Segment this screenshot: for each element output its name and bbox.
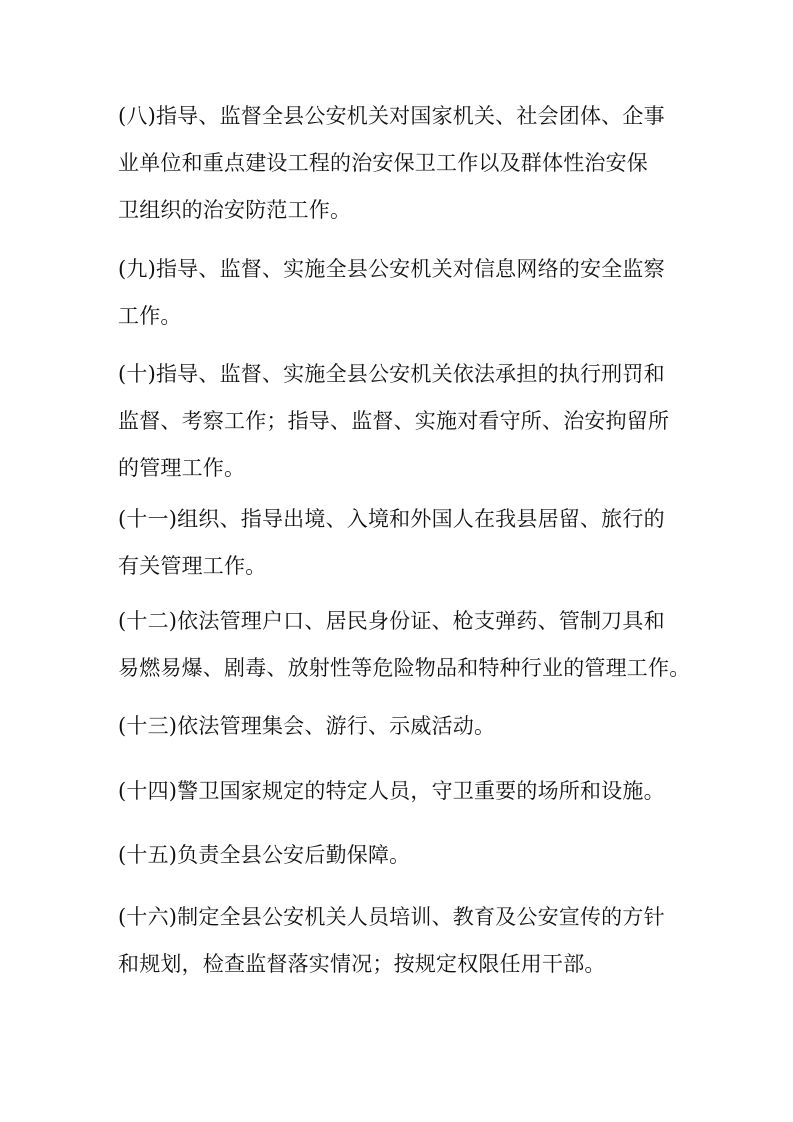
- paragraph-line: (八)指导、监督全县公安机关对国家机关、社会团体、企事: [118, 104, 665, 128]
- paragraph-15: [118, 832, 688, 879]
- paragraph-line: (十五)负责全县公安后勤保障。: [118, 843, 411, 867]
- paragraph-10: [118, 351, 688, 492]
- paragraph-line: (十四)警卫国家规定的特定人员，守卫重要的场所和设施。: [118, 779, 665, 803]
- paragraph-line: (十)指导、监督、实施全县公安机关依法承担的执行刑罚和: [118, 362, 665, 386]
- paragraph-line: (十三)依法管理集会、游行、示威活动。: [118, 714, 496, 738]
- paragraph-line: 有关管理工作。: [118, 554, 267, 578]
- paragraph-line: 工作。: [118, 304, 182, 328]
- paragraph-16: [118, 894, 688, 988]
- paragraph-line: 卫组织的治安防范工作。: [118, 198, 352, 222]
- paragraph-line: 的管理工作。: [118, 456, 246, 480]
- paragraph-14: [118, 768, 688, 815]
- paragraph-11: [118, 496, 688, 590]
- paragraph-8: [118, 93, 688, 234]
- paragraph-13: [118, 703, 688, 750]
- paragraph-line: (十二)依法管理户口、居民身份证、枪支弹药、管制刀具和: [118, 609, 665, 633]
- paragraph-12: [118, 598, 691, 692]
- paragraph-line: 和规划，检查监督落实情况；按规定权限任用干部。: [118, 952, 606, 976]
- paragraph-line: 易燃易爆、剧毒、放射性等危险物品和特种行业的管理工作。: [118, 656, 691, 680]
- paragraph-line: (十六)制定全县公安机关人员培训、教育及公安宣传的方针: [118, 905, 665, 929]
- paragraph-line: (十一)组织、指导出境、入境和外国人在我县居留、旅行的: [118, 507, 665, 531]
- paragraph-line: 监督、考察工作；指导、监督、实施对看守所、治安拘留所: [118, 409, 670, 433]
- paragraph-9: [118, 246, 688, 340]
- paragraph-line: (九)指导、监督、实施全县公安机关对信息网络的安全监察: [118, 257, 665, 281]
- paragraph-line: 业单位和重点建设工程的治安保卫工作以及群体性治安保: [118, 151, 648, 175]
